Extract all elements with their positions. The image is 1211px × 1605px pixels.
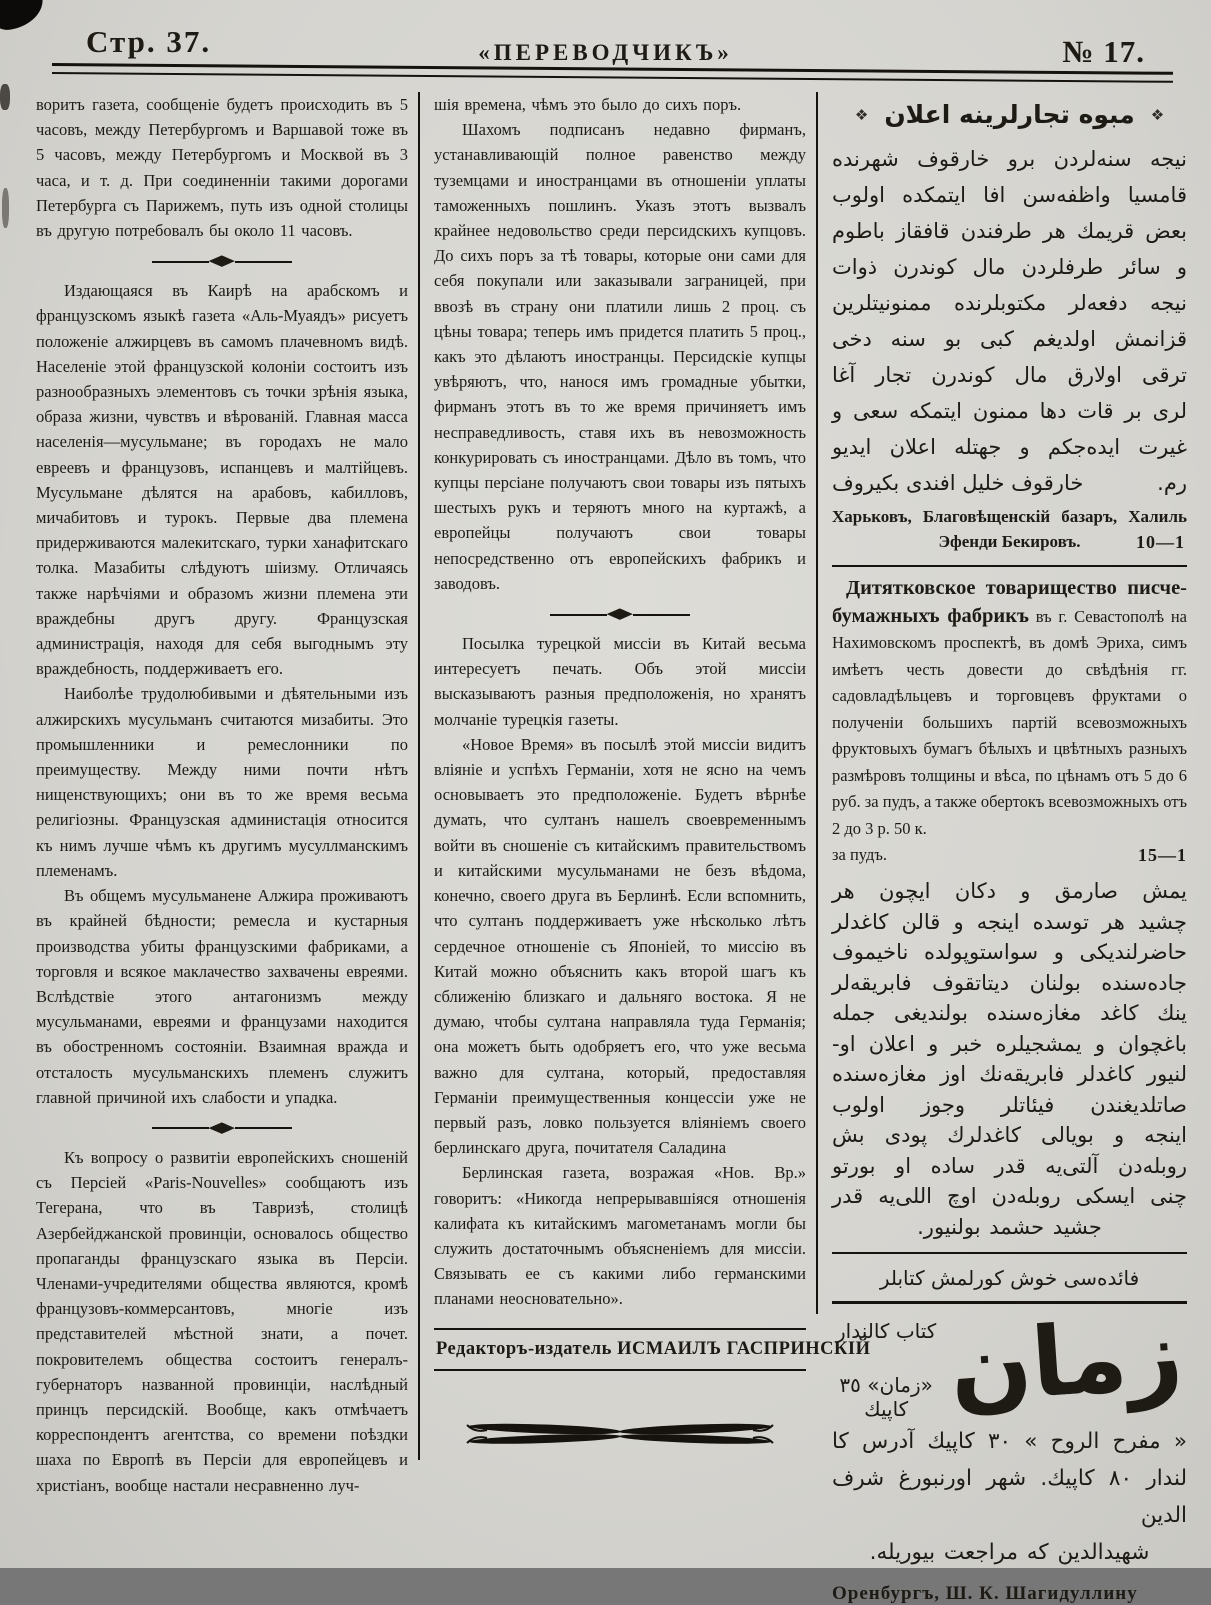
paper-factory-ad-tatar [832,876,1187,1242]
zaman-ad [832,1297,1187,1605]
column-rule [816,92,818,1314]
article-paragraph: Наиболѣе трудолюбивыми и дѣятельными изъ алжирскихъ мусульманъ считаются мизабиты. Это промышленники и ремеслонники по преимуществу. Между ними почти нѣтъ нищенствующихъ; они въ то же время весьма религіозны. Французская администація относится къ нимъ лучше чѣмъ къ другимъ мусуллманскимъ племенамъ. [36,684,408,880]
ad-lead-text: Дитятковское товарищество писче-бумажныхъ фабрикъ [832,577,1187,627]
ad-separator-rule [832,1252,1187,1254]
article-paragraph: Издающаяся въ Каирѣ на арабскомъ и французскомъ языкѣ газета «Аль-Муаядъ» рисуетъ положеніе алжирцевъ въ самомъ плачевномъ видѣ. Населеніе этой французской колоніи состоитъ изъ разнообразныхъ элементовъ съ точки зрѣнія языка, образа жизни, чувствъ и вѣрованій. Главная масса населенія—мусульмане; въ городахъ не мало евреевъ и французовъ, испанцевъ и малтійцевъ. Мусульмане дѣлятся на арабовъ, кабилловъ, мичабитовъ и турокъ. Первые два племена придерживаются малекитскаго, турки ханафитскаго толка. Мазабиты слѣдуютъ шіизму. Отличаясь также нарѣчіями и образомъ жизни племена эти враждебны другъ другу. Французская администрація, находя для себя выгоднымъ эту враждебность, поддерживаетъ его. [36,281,408,679]
article-paragraph: «Новое Время» въ посылѣ этой миссіи видитъ вліяніе и успѣхъ Германіи, хотя не ясно на чемъ основываетъ это предположеніе. Будетъ вѣрнѣе думать, что султанъ нашелъ своевременнымъ войти въ сношеніе съ китайскимъ правительствомъ и китайскими мусульманами не безъ вѣдома, конечно, своего друга въ Берлинѣ. Если вспомнить, что султанъ поддерживаетъ уже нѣсколько лѣтъ сердечное отношеніе съ Японіей, то миссію въ Китай можно объяснить какъ второй шагъ къ сближенію близкаго и дальняго востока. Я не думаю, чтобы султана направляла туда Германія; она можетъ быть одобряетъ его, что уже весьма важно для султана, который, предоставляя Германіи преимущественныя концессіи уже не первый разъ, ловко пользуется вліяніемъ своего берлинскаго друга, почитателя Саладина [434,734,806,1158]
ad-text-line: نيجه سنه‌لردن برو خارقوف شهرنده [832,147,1187,171]
ad-text-line: بعض قريمك هر طرفندن قافقاز باطوم [832,219,1187,243]
zaman-address: Оренбургъ, Ш. К. Шагидуллину [832,1583,1138,1605]
ad-text-line: كتاب كالندار [836,1318,937,1343]
ad-text-line: حاضرلنديكى و سواستوپولده ناخيموف [832,940,1187,964]
scan-artifact-edge [2,188,9,228]
paper-factory-ad [832,575,1187,868]
ad-text-line: ترقى اولارق مال كوندرن تجار آغا [832,363,1187,387]
ad-body-text: за пудъ. [832,845,888,864]
ad-body-text: въ г. Севастополѣ на Нахимовскомъ проспектѣ, въ домѣ Эриха, симъ имѣетъ честь довести до свѣдѣнія гг. садовладѣльцевъ и торговцевъ фруктами о полученіи большихъ партій всевозможныхъ фруктовыхъ бумагъ бѣлыхъ и цвѣтныхъ разныхъ размѣровъ толщины и вѣса, по цѣнамъ отъ 5 до 6 руб. за пудъ, а также обертокъ всевозможныхъ отъ 2 до 3 р. 50 к. [832,606,1187,838]
ad-text-line: « مفرح الروح » ٣٠ كاپيك آدرس كا [832,1429,1187,1455]
columns-container [36,92,1187,1605]
ad-title-text: مبوه تجارلرينه اعلان [884,100,1135,129]
ad-text-line: صاتلديغندن فيئاتلر وجوز اولوب [832,1092,1187,1117]
ad-text-line: لنيور كاغدلر فابريقه‌نك اوز مغازه‌سنده [832,1062,1187,1086]
fleuron-icon: ❖ [1150,105,1165,124]
fruit-merchants-ad-body [832,141,1187,501]
diamond-divider-icon: ◆ [208,1119,236,1136]
advertiser-name: Эфенди Бекировъ. 10—1 [832,529,1187,555]
insertion-run-tag: 10—1 [1136,532,1185,552]
article-paragraph: Шахомъ подписанъ недавно фирманъ, устанавливающій полное равенство между туземцами и иностранцами въ отношеніи уплаты таможенныхъ пошлинъ. Указъ этотъ вызвалъ крайнее недовольство среди персидскихъ купцовъ. До сихъ поръ за тѣ товары, которые они сами для себя покупали или заказывали заграницей, при ввозѣ въ страну они платили лишь 2 проц. съ цѣны товара; теперь имъ придется платить 5 проц., какъ это дѣлаютъ иностранцы. Персидскіе купцы увѣряютъ, что, нанося имъ громадные убытки, фирманъ этотъ въ то же время причиняетъ имъ несправедливость, ставя ихъ въ невозможность конкурировать съ иностранцами. Дѣло въ томъ, что купцы персіане получаютъ свои товары изъ пятыхъ шестыхъ рукъ и теряютъ много на куртажѣ, а европейцы получаютъ свои товары непосредственно отъ европейскихъ фабрикъ и заводовъ. [434,120,806,593]
ad-text-line: روبله‌دن آلتى‌يه قدر ساده او بورتو [832,1153,1187,1178]
ad-text-line: «زمان» ٣٥ كاپيك [839,1372,933,1421]
ad-text-line: لرى بر قات دها ممنون ايتمكه سعى و [832,399,1187,423]
section-divider [152,1121,292,1136]
article-paragraph: Въ общемъ мусульманене Алжира проживаютъ въ крайней бѣдности; ремесла и кустарныя производства убиты французскими фабриками, а торговля и всякое маклачество захвачены евреями. Вслѣдствіе этого антагонизмъ между мусульманами, евреями и французами находится въ обостренномъ состояніи. Взаимная вражда и отсталость мусульманскихъ племенъ служитъ главной причиной ихъ слабости и упадка. [36,886,408,1107]
ad-text-line: و سائر طرفلردن مال كوندرن ذوات [832,255,1187,279]
editor-signature: Редакторъ-издатель ИСМАИЛЪ ГАСПРИНСКІЙ [434,1328,806,1371]
diamond-divider-icon: ◆ [606,606,634,623]
scan-artifact-edge [0,84,10,110]
ad-text-line: غيرت ايده‌جكم و جهتله اعلان ايديو [832,435,1187,459]
fleuron-icon: ❖ [854,105,869,124]
section-divider [152,254,292,269]
ad-text-line: باغچوان و يمشجيلره خبر و اعلان او- [832,1031,1187,1056]
scan-artifact-corner [0,0,47,32]
ad-text-line: قزانمش اولديغم كبى بو سنه دخى [832,327,1187,351]
article-paragraph: Берлинская газета, возражая «Нов. Вр.» говоритъ: «Никогда непрерывавшіяся отношенія калифата къ китайскимъ магометанамъ могли бы служить достаточнымъ объясненіемъ для миссіи. Связывать ее съ какими либо германскими планами неосновательно». [434,1163,806,1309]
ad-text-line: جاده‌سنده بولنان ديتاتقوف فابريقه‌لر [832,970,1187,995]
ad-text-line: چنى ايسكى روبله‌دن اوچ اللى‌يه قدر [832,1184,1187,1208]
ad-text-line: لندار ٨٠ كاپيك. شهر اورنبورغ شرف الدين [832,1466,1187,1529]
ad-text-line: جشيد حشمد بولنيور. [917,1214,1102,1239]
advertiser-address: Харьковъ, Благовѣщенскій базаръ, Халиль [832,507,1187,526]
column-left [36,92,417,1605]
ad-text-line: اينجه و بويالى كاغدلرك پودى بش [832,1123,1187,1147]
ad-text-line [832,465,1187,501]
ad-text-line: نيجه دفعه‌لر مكتوبلرنده ممنونيتلرين [832,291,1187,315]
ad-text-line: يمش صارمق و دكان ايچون هر [832,879,1187,903]
ad-text-fragment: رم. [1157,471,1187,495]
diamond-divider-icon: ◆ [208,253,236,270]
column-rule [418,92,420,1460]
section-divider [550,607,690,622]
ad-text-line: چشيد هر توسده اينجه و قالن كاغدلر [832,909,1187,934]
useful-books-note: فائده‌سى خوش كورلمش كتابلر [879,1266,1140,1290]
swash-ornament-icon [465,1415,775,1451]
fruit-merchants-ad-title [832,100,1187,129]
page-number-label: Стр. 37. [86,24,212,59]
ad-text-line: قامسيا واظفه‌سن افا ايتمكده اولوب [832,183,1187,207]
issue-number-label: № 17. [1062,34,1145,69]
article-paragraph: шія времена, чѣмъ это было до сихъ поръ. [434,95,742,114]
ad-text-line: شهيدالدين كه مراجعت بيوريله. [869,1540,1150,1566]
header-rule [52,72,1173,83]
ad-separator-rule [832,565,1187,567]
column-right [819,92,1187,1605]
advertiser-name-arabic: خارقوف خليل افندى بكيروف [832,471,1084,495]
insertion-run-tag: 15—1 [1138,845,1187,865]
article-paragraph: воритъ газета, сообщеніе будетъ происходить въ 5 часовъ, между Петербургомъ и Варшавой тоже въ 5 часовъ, между Петербургомъ и Москвой въ 3 часа, и т. д. При соединенніи такими дорогами Петербурга съ Парижемъ, путь изъ одной столицы въ другую потребовалъ бы около 11 часовъ. [36,95,408,241]
zaman-logo: زمان [946,1297,1187,1426]
masthead-title: «ПЕРЕВОДЧИКЪ» [478,40,733,65]
article-paragraph: Посылка турецкой миссіи въ Китай весьма интересуетъ печать. Объ этой миссіи высказываютъ разныя предположенія, но хранятъ молчаніе турецкія газеты. [434,634,806,729]
article-paragraph: Къ вопросу о развитіи европейскихъ сношеній съ Персіей «Paris-Nouvelles» сообщаютъ изъ Тегерана, что въ Тавризѣ, столицѣ Азербейджанской провинціи, основалось общество пропаганды французскаго языка въ Персіи. Членами-учредителями общества являются, кромѣ французовъ-коммерсантовъ, многіе изъ представителей мѣстной знати, а почет. покровителемъ общества состоитъ генералъ-губернаторъ названной провинціи, наслѣдный принцъ персидскій. Вообще, какъ отмѣчаетъ корреспондентъ агентства, со времени поѣздки шаха по Европѣ въ Персіи для европейцевъ и христіанъ, вообще настали несравненно луч- [36,1147,408,1495]
ad-text-line: ينك كاغد مغازه‌سنده بولنديغى جمله [832,1001,1187,1025]
